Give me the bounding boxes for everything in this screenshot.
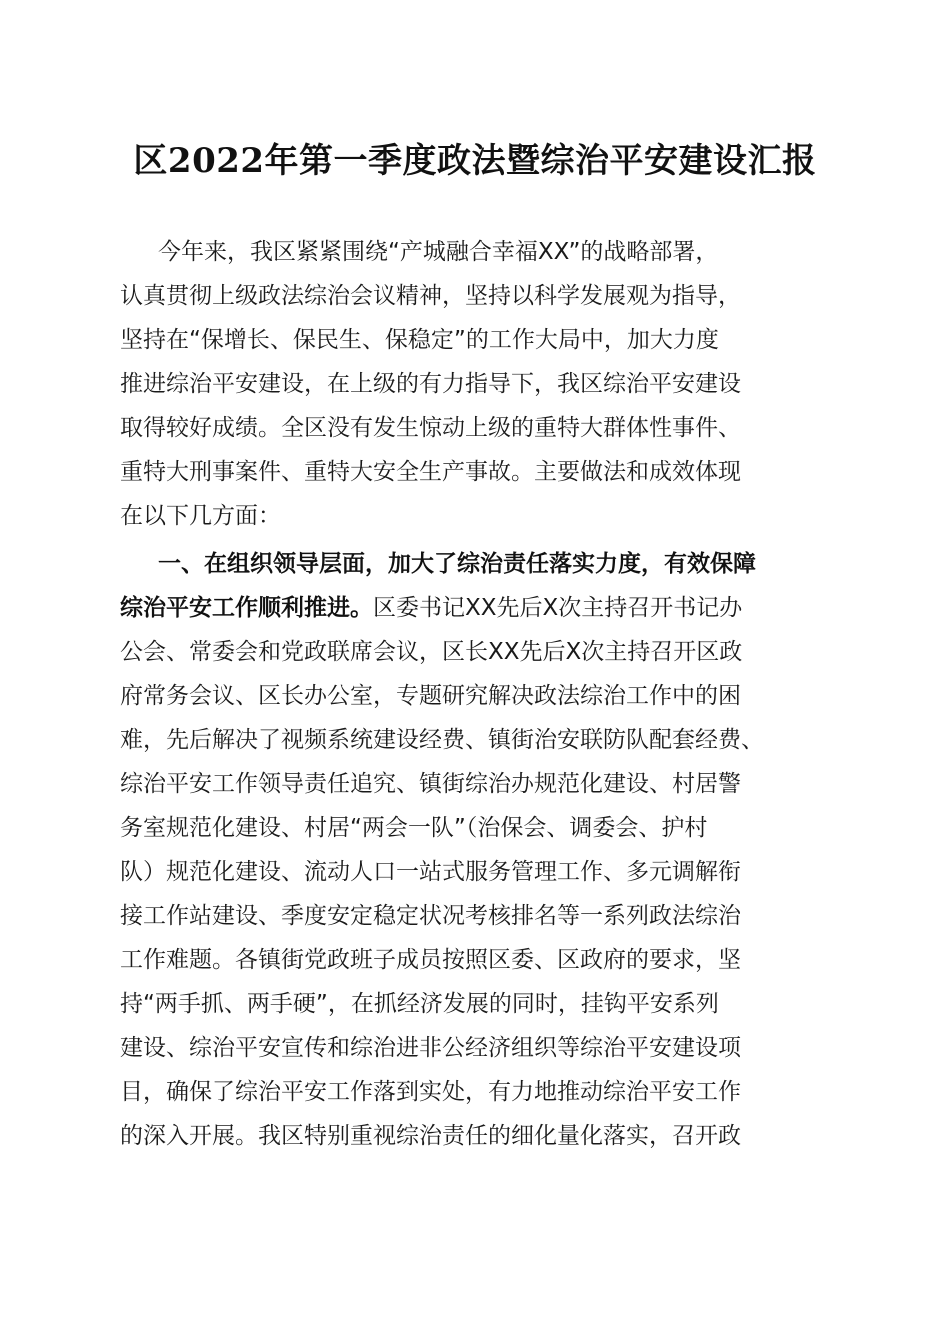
- paragraph-line: 的深入开展。我区特别重视综治责任的细化量化落实，召开政: [120, 1123, 741, 1149]
- paragraph-line: 今年来，我区紧紧围绕“产城融合幸福XX”的战略部署，: [158, 239, 719, 265]
- paragraph-line: 推进综治平安建设，在上级的有力指导下，我区综治平安建设: [120, 371, 741, 397]
- paragraph-line: 在以下几方面：: [120, 503, 281, 529]
- paragraph-line: 目，确保了综治平安工作落到实处，有力地推动综治平安工作: [120, 1079, 741, 1105]
- paragraph-line: 综治平安工作领导责任追究、镇街综治办规范化建设、村居警: [120, 771, 741, 797]
- paragraph-line: 难，先后解决了视频系统建设经费、镇街治安联防队配套经费、: [120, 727, 764, 753]
- paragraph-text: 区委书记XX先后X次主持召开书记办: [373, 595, 743, 621]
- paragraph-line: 队）规范化建设、流动人口一站式服务管理工作、多元调解衔: [120, 859, 741, 885]
- paragraph-line: 认真贯彻上级政法综治会议精神，坚持以科学发展观为指导，: [120, 283, 741, 309]
- paragraph-line: 务室规范化建设、村居“两会一队”（治保会、调委会、护村: [120, 815, 708, 841]
- section-heading-continued-line: [120, 586, 742, 630]
- paragraph-line: 取得较好成绩。全区没有发生惊动上级的重特大群体性事件、: [120, 415, 741, 441]
- paragraph-line: 公会、常委会和党政联席会议，区长XX先后X次主持召开区政: [120, 639, 743, 665]
- paragraph-line: 坚持在“保增长、保民生、保稳定”的工作大局中，加大力度: [120, 327, 719, 353]
- document-title: 区2022年第一季度政法暨综治平安建设汇报: [133, 141, 817, 181]
- paragraph-line: 府常务会议、区长办公室，专题研究解决政法综治工作中的困: [120, 683, 741, 709]
- section-heading-line: 一、在组织领导层面，加大了综治责任落实力度，有效保障: [158, 551, 756, 577]
- paragraph-line: 持“两手抓、两手硬”，在抓经济发展的同时，挂钩平安系列: [120, 991, 719, 1017]
- paragraph-line: 接工作站建设、季度安定稳定状况考核排名等一系列政法综治: [120, 903, 741, 929]
- paragraph-line: 建设、综治平安宣传和综治进非公经济组织等综治平安建设项: [120, 1035, 741, 1061]
- paragraph-line: 工作难题。各镇街党政班子成员按照区委、区政府的要求，坚: [120, 947, 741, 973]
- section-heading-end: 综治平安工作顺利推进。: [120, 595, 373, 621]
- paragraph-line: 重特大刑事案件、重特大安全生产事故。主要做法和成效体现: [120, 459, 741, 485]
